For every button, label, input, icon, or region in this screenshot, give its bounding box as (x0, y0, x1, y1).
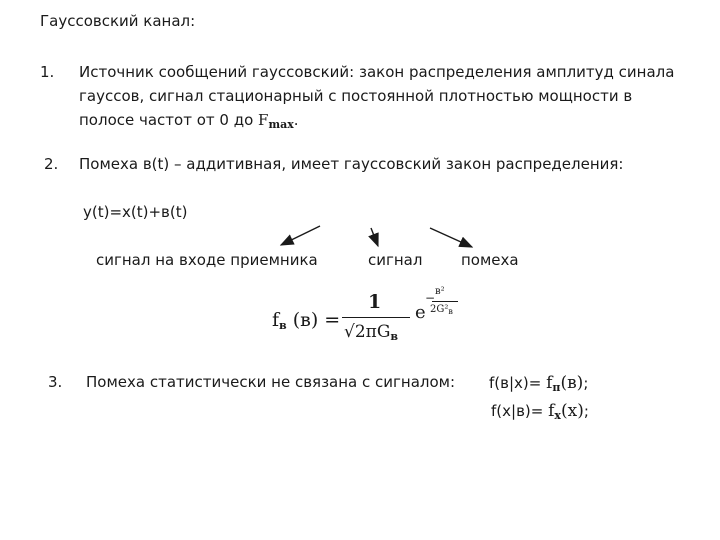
relation-2-f: f (548, 401, 555, 421)
fraction-bar (342, 317, 410, 318)
item-2-line: Помеха в(t) – аддитивная, имеет гауссовский закон распределения: (79, 155, 624, 173)
arrow-to-noise (430, 228, 472, 247)
relation-2 (491, 401, 589, 421)
relation-1-f: f (546, 373, 553, 393)
formula-arg: (в) = (292, 309, 341, 331)
relation-1-end: ; (583, 374, 589, 392)
label-signal: сигнал (368, 251, 423, 269)
denominator-sub: в (390, 330, 399, 343)
exp-base: e (415, 302, 426, 323)
relation-1-sub: п (552, 381, 561, 394)
label-input-signal: сигнал на входе приемника (96, 251, 318, 269)
exp-den-sub: в (448, 307, 453, 316)
exp-minus: − (425, 291, 436, 305)
gaussian-formula (272, 284, 492, 354)
relation-2-arg: (x) (560, 401, 584, 421)
relation-1-arg: (в) (560, 373, 584, 393)
fmax-symbol: F (258, 111, 269, 129)
fmax-period: . (293, 111, 299, 129)
relation-1-left: f(в|x)= (489, 374, 542, 392)
item-1-line-1: Источник сообщений гауссовский: закон распределения амплитуд синала (79, 63, 675, 81)
exp-denominator (430, 304, 453, 315)
slide-title: Гауссовский канал: (40, 12, 196, 30)
sum-equation: y(t)=x(t)+в(t) (83, 203, 188, 221)
formula-lhs (272, 309, 340, 331)
relation-2-left: f(x|в)= (491, 402, 544, 420)
item-3-line: Помеха статистически не связана с сигналом: (86, 373, 456, 391)
item-1-line-3-text: полосе частот от 0 до (79, 111, 254, 129)
formula-numerator: 1 (368, 291, 382, 313)
label-noise: помеха (461, 251, 519, 269)
arrow-to-input-signal (281, 226, 320, 245)
formula-f: f (272, 309, 280, 331)
item-1-line-2: гауссов, сигнал стационарный с постоянной плотностью мощности в (79, 87, 633, 105)
fmax-subscript: max (268, 118, 294, 131)
relation-2-end: ; (583, 402, 589, 420)
denominator-text: √2πG (344, 322, 391, 342)
relation-2-sub: x (554, 409, 561, 422)
exp-den-text: 2G² (430, 304, 449, 315)
item-2-number: 2. (44, 155, 59, 173)
item-3-number: 3. (48, 373, 63, 391)
formula-denominator (344, 322, 398, 342)
item-1-number: 1. (40, 63, 55, 81)
formula-f-sub: в (279, 319, 287, 332)
exp-fraction-bar (432, 301, 458, 302)
relation-1 (489, 373, 588, 393)
arrow-to-signal (371, 228, 378, 246)
exp-numerator: в² (435, 286, 445, 297)
